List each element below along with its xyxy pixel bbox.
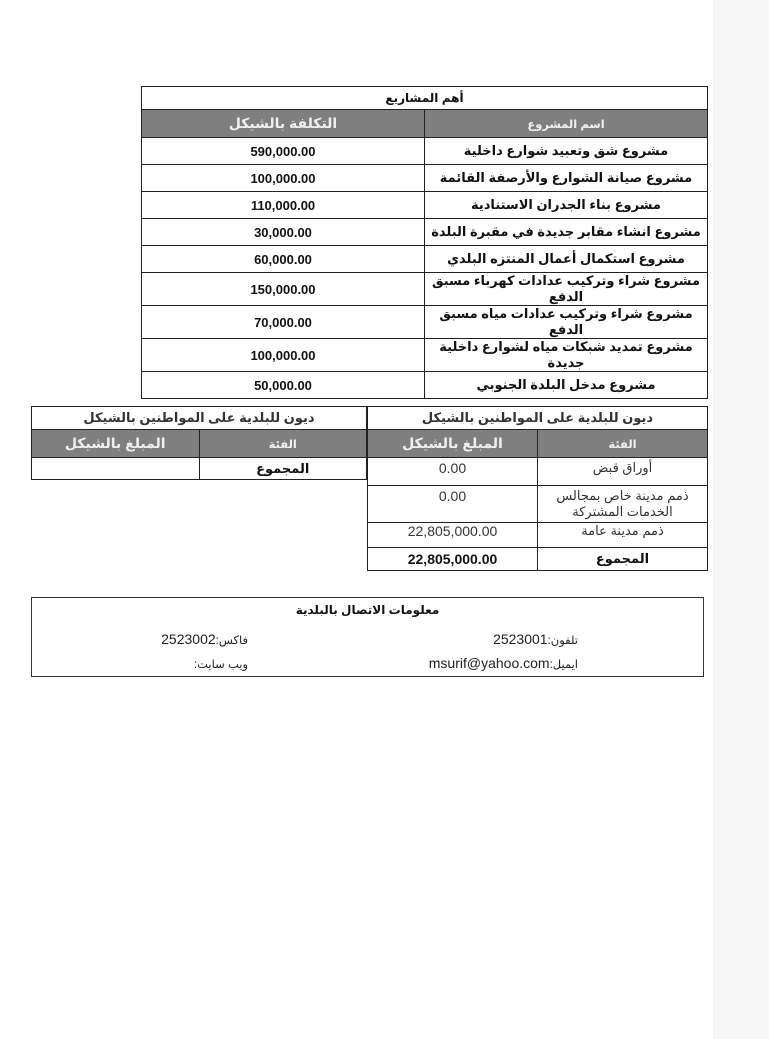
total-label: المجموع [199, 458, 367, 480]
fax-label: فاكس: [215, 635, 248, 647]
column-header-amount: المبلغ بالشيكل [32, 430, 200, 458]
table-row [142, 165, 708, 192]
table-row [368, 523, 708, 548]
contact-title: معلومات الاتصال بالبلدية [295, 603, 440, 617]
table-row [368, 486, 708, 523]
project-cost: 50,000.00 [142, 372, 425, 399]
project-name: مشروع شراء وتركيب عدادات مياه مسبق الدفع [425, 306, 708, 339]
project-cost: 590,000.00 [142, 138, 425, 165]
project-cost: 60,000.00 [142, 246, 425, 273]
column-header-amount: المبلغ بالشيكل [368, 430, 538, 458]
fax-field [161, 631, 248, 647]
table-row [142, 306, 708, 339]
debts-municipality-title: ديون للبلدية على المواطنين بالشيكل [368, 407, 708, 430]
debt-amount: 0.00 [368, 458, 538, 486]
email-value[interactable]: msurif@yahoo.com [428, 655, 550, 671]
email-field [429, 655, 578, 671]
table-row [142, 339, 708, 372]
table-row [142, 219, 708, 246]
project-name: مشروع مدخل البلدة الجنوبي [425, 372, 708, 399]
project-cost: 110,000.00 [142, 192, 425, 219]
project-cost: 100,000.00 [142, 165, 425, 192]
total-amount: 22,805,000.00 [368, 548, 538, 571]
project-cost: 30,000.00 [142, 219, 425, 246]
column-header-project-name: اسم المشروع [425, 110, 708, 138]
debt-category: ذمم مدينة خاص بمجالس الخدمات المشتركة [538, 486, 708, 523]
table-row [142, 138, 708, 165]
projects-table [141, 86, 708, 399]
fax-value: 2523002 [161, 631, 216, 647]
project-cost: 100,000.00 [142, 339, 425, 372]
project-name: مشروع استكمال أعمال المنتزه البلدي [425, 246, 708, 273]
phone-value: 2523001 [493, 631, 548, 647]
column-header-category: الفئة [199, 430, 367, 458]
project-name: مشروع شراء وتركيب عدادات كهرباء مسبق الدفع [425, 273, 708, 306]
debt-category: أوراق قبض [538, 458, 708, 486]
debt-amount: 0.00 [368, 486, 538, 523]
column-header-category: الفئة [538, 430, 708, 458]
debts-citizens-table [31, 406, 367, 480]
debts-citizens-title: ديون للبلدية على المواطنين بالشيكل [32, 407, 367, 430]
total-row [368, 548, 708, 571]
phone-label: تلفون: [547, 635, 578, 647]
project-name: مشروع شق وتعبيد شوارع داخلية [425, 138, 708, 165]
total-row [32, 458, 367, 480]
debts-municipality-table [367, 406, 708, 571]
table-row [142, 192, 708, 219]
website-label: ويب سايت: [193, 659, 248, 671]
phone-field [493, 631, 578, 647]
project-name: مشروع تمديد شبكات مياه لشوارع داخلية جديدة [425, 339, 708, 372]
project-name: مشروع بناء الجدران الاستنادية [425, 192, 708, 219]
email-label: ايميل: [549, 659, 578, 671]
project-name: مشروع انشاء مقابر جديدة في مقبرة البلدة [425, 219, 708, 246]
projects-title: أهم المشاريع [142, 87, 708, 110]
table-row [368, 458, 708, 486]
project-name: مشروع صيانة الشوارع والأرصفة القائمة [425, 165, 708, 192]
total-amount [32, 458, 200, 480]
page-margin-strip [713, 0, 769, 1039]
table-row [142, 273, 708, 306]
table-row [142, 372, 708, 399]
debt-category: ذمم مدينة عامة [538, 523, 708, 548]
column-header-cost: التكلفة بالشيكل [142, 110, 425, 138]
project-cost: 150,000.00 [142, 273, 425, 306]
project-cost: 70,000.00 [142, 306, 425, 339]
debt-amount: 22,805,000.00 [368, 523, 538, 548]
contact-info-box [31, 597, 704, 677]
table-row [142, 246, 708, 273]
website-field [194, 655, 248, 671]
total-label: المجموع [538, 548, 708, 571]
